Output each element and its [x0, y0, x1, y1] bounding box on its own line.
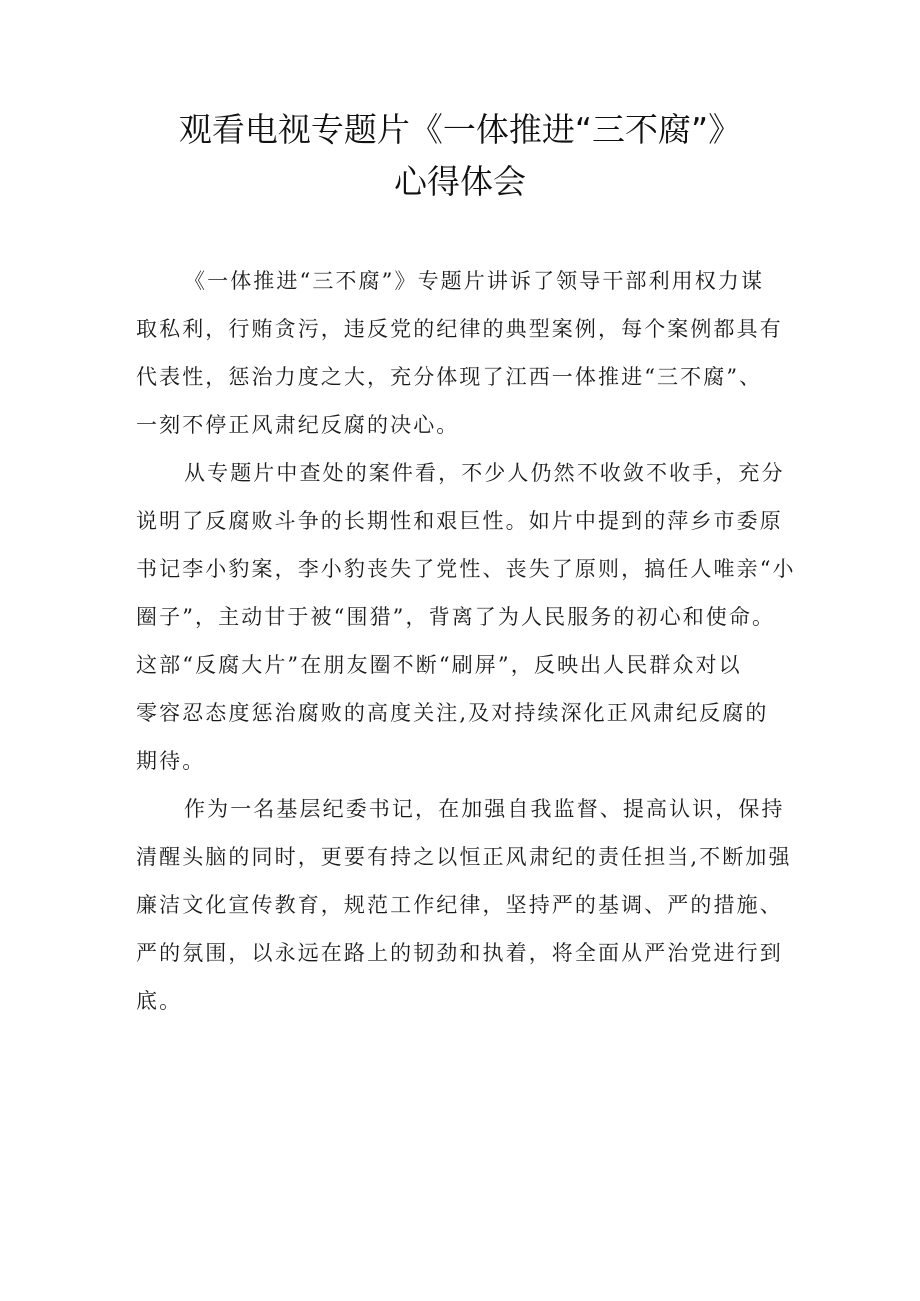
- paragraph-line: 书记李小豹案，李小豹丧失了党性、丧失了原则，搞任人唯亲“小: [136, 557, 796, 581]
- paragraph-3: [136, 785, 808, 1025]
- paragraph-line: 说明了反腐败斗争的长期性和艰巨性。如片中提到的萍乡市委原: [136, 509, 783, 533]
- paragraph-2: [136, 449, 808, 785]
- paragraph-line: 这部“反腐大片”在朋友圈不断“刷屏”，反映出人民群众对以: [136, 653, 742, 677]
- document-body: [136, 257, 808, 1025]
- paragraph-line: 《一体推进“三不腐”》专题片讲诉了领导干部利用权力谋: [184, 269, 765, 293]
- paragraph-line: 从专题片中查处的案件看，不少人仍然不收敛不收手，充分: [184, 461, 785, 485]
- paragraph-line: 底。: [136, 989, 183, 1013]
- paragraph-line: 零容忍态度惩治腐败的高度关注,及对持续深化正风肃纪反腐的: [136, 701, 769, 725]
- paragraph-line: 严的氛围，以永远在路上的韧劲和执着，将全面从严治党进行到: [136, 941, 783, 965]
- paragraph-line: 代表性，惩治力度之大，充分体现了江西一体推进“三不腐”、: [136, 365, 763, 389]
- paragraph-line: 取私利，行贿贪污，违反党的纪律的典型案例，每个案例都具有: [136, 317, 783, 341]
- paragraph-line: 一刻不停正风肃纪反腐的决心。: [136, 413, 460, 437]
- paragraph-1: [136, 257, 808, 449]
- document-title-line-1: 观看电视专题片《一体推进“三不腐”》: [178, 110, 742, 149]
- paragraph-line: 期待。: [136, 749, 206, 773]
- paragraph-line: 圈子”，主动甘于被“围猎”，背离了为人民服务的初心和使命。: [136, 605, 776, 629]
- document-title-line-2: 心得体会: [394, 162, 526, 201]
- paragraph-line: 作为一名基层纪委书记，在加强自我监督、提高认识，保持: [184, 797, 785, 821]
- paragraph-line: 清醒头脑的同时，更要有持之以恒正风肃纪的责任担当,不断加强: [136, 845, 792, 869]
- paragraph-line: 廉洁文化宣传教育，规范工作纪律，坚持严的基调、严的措施、: [136, 893, 783, 917]
